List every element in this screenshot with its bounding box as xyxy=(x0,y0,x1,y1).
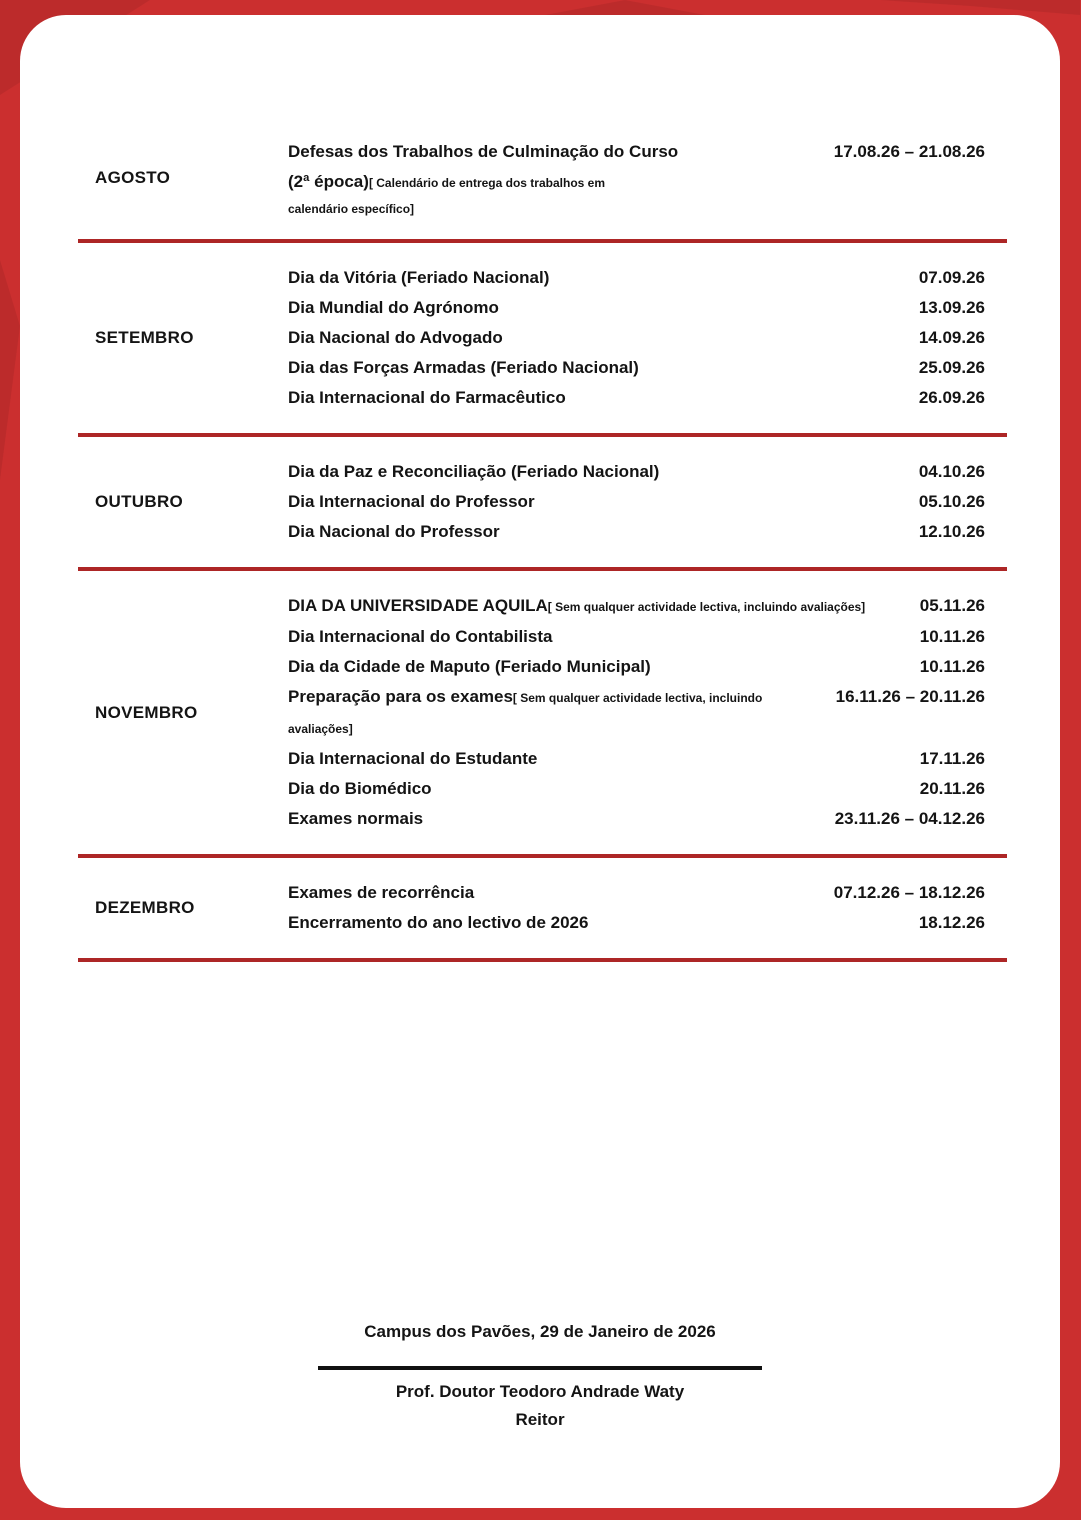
event-title: Defesas dos Trabalhos de Culminação do Curso xyxy=(288,142,679,161)
event-row xyxy=(288,457,985,487)
event-date: 14.09.26 xyxy=(918,328,985,347)
event-row xyxy=(288,198,985,219)
event-title: Encerramento do ano lectivo de 2026 xyxy=(288,913,589,932)
document-page xyxy=(20,15,1060,1508)
event-text xyxy=(288,383,905,413)
event-text xyxy=(288,487,905,517)
event-title: Dia da Paz e Reconciliação (Feriado Nacional) xyxy=(288,462,660,481)
event-date: 18.12.26 xyxy=(918,913,985,932)
event-row xyxy=(288,353,985,383)
event-title: Dia das Forças Armadas (Feriado Nacional) xyxy=(288,358,639,377)
event-row xyxy=(288,383,985,413)
event-date: 12.10.26 xyxy=(918,522,985,541)
event-text xyxy=(288,878,820,908)
event-text xyxy=(288,517,905,547)
event-row xyxy=(288,744,985,774)
event-rows xyxy=(288,591,1007,834)
footer-signatory: Prof. Doutor Teodoro Andrade Waty xyxy=(395,1382,685,1401)
calendar-sections xyxy=(78,137,1007,962)
footer-role: Reitor xyxy=(515,1410,565,1429)
event-rows xyxy=(288,137,1007,219)
month-label: SETEMBRO xyxy=(95,328,194,347)
event-date: 04.10.26 xyxy=(918,462,985,481)
event-text xyxy=(288,263,905,293)
event-text xyxy=(288,652,906,682)
event-row xyxy=(288,652,985,682)
event-date: 20.11.26 xyxy=(919,779,985,798)
event-title: Exames normais xyxy=(288,809,424,828)
event-date: 07.12.26 – 18.12.26 xyxy=(833,883,985,902)
background-pattern-shape xyxy=(0,260,20,480)
event-text xyxy=(288,744,906,774)
event-row xyxy=(288,804,985,834)
background-pattern-shape xyxy=(880,0,1080,15)
event-date: 26.09.26 xyxy=(918,388,985,407)
event-note: [ Sem qualquer actividade lectiva, incluindo avaliações] xyxy=(547,600,866,614)
signature-line xyxy=(318,1366,762,1370)
event-date: 07.09.26 xyxy=(918,268,985,287)
month-label: AGOSTO xyxy=(95,168,171,187)
event-title: Dia Nacional do Advogado xyxy=(288,328,503,347)
calendar-table xyxy=(78,15,1007,962)
event-text xyxy=(288,804,821,834)
event-row xyxy=(288,137,985,167)
event-text xyxy=(288,323,905,353)
event-text xyxy=(288,457,905,487)
event-rows xyxy=(288,457,1007,547)
event-note: calendário específico] xyxy=(288,202,415,216)
calendar-section xyxy=(78,571,1007,854)
event-text xyxy=(288,293,905,323)
month-label: OUTUBRO xyxy=(95,492,184,511)
event-date: 16.11.26 – 20.11.26 xyxy=(835,687,985,706)
event-text xyxy=(288,591,906,622)
event-text xyxy=(288,908,905,938)
event-text xyxy=(288,622,906,652)
event-note: [ Calendário de entrega dos trabalhos em xyxy=(368,176,605,190)
event-text xyxy=(288,137,820,167)
event-text xyxy=(288,774,906,804)
event-row xyxy=(288,682,985,744)
background-pattern-shape xyxy=(545,0,705,15)
event-row xyxy=(288,323,985,353)
event-date: 17.11.26 xyxy=(919,749,985,768)
footer-place-date: Campus dos Pavões, 29 de Janeiro de 2026 xyxy=(364,1322,716,1341)
event-title: Dia Nacional do Professor xyxy=(288,522,500,541)
event-date: 25.09.26 xyxy=(918,358,985,377)
event-date: 10.11.26 xyxy=(919,657,985,676)
event-rows xyxy=(288,263,1007,413)
month-label: DEZEMBRO xyxy=(95,898,195,917)
calendar-section xyxy=(78,858,1007,958)
event-text xyxy=(288,198,985,219)
event-date: 23.11.26 – 04.12.26 xyxy=(834,809,985,828)
event-title: Dia Internacional do Contabilista xyxy=(288,627,553,646)
event-note: [ Sem qualquer actividade lectiva, incluindo avaliações] xyxy=(288,691,763,736)
event-date: 17.08.26 – 21.08.26 xyxy=(833,142,985,161)
event-title: (2ª época) xyxy=(288,172,369,191)
calendar-section xyxy=(78,243,1007,433)
event-row xyxy=(288,293,985,323)
event-title: Dia Mundial do Agrónomo xyxy=(288,298,499,317)
event-title: Dia da Cidade de Maputo (Feriado Municipal) xyxy=(288,657,651,676)
event-date: 05.11.26 xyxy=(919,596,985,615)
event-date: 13.09.26 xyxy=(918,298,985,317)
signature-footer xyxy=(20,1320,1060,1432)
event-date: 10.11.26 xyxy=(919,627,985,646)
event-row xyxy=(288,908,985,938)
event-row xyxy=(288,774,985,804)
event-title: Preparação para os exames xyxy=(288,687,513,706)
event-title: Dia Internacional do Estudante xyxy=(288,749,538,768)
event-row xyxy=(288,591,985,622)
event-title: DIA DA UNIVERSIDADE AQUILA xyxy=(288,596,548,615)
calendar-section xyxy=(78,437,1007,567)
event-text xyxy=(288,353,905,383)
event-rows xyxy=(288,878,1007,938)
event-row xyxy=(288,622,985,652)
calendar-section xyxy=(78,137,1007,239)
event-text xyxy=(288,682,822,744)
event-title: Dia Internacional do Professor xyxy=(288,492,535,511)
event-text xyxy=(288,167,985,198)
event-title: Dia Internacional do Farmacêutico xyxy=(288,388,566,407)
event-title: Exames de recorrência xyxy=(288,883,475,902)
section-separator xyxy=(78,958,1007,962)
event-row xyxy=(288,878,985,908)
event-row xyxy=(288,263,985,293)
event-row xyxy=(288,167,985,198)
event-title: Dia do Biomédico xyxy=(288,779,432,798)
event-date: 05.10.26 xyxy=(918,492,985,511)
month-label: NOVEMBRO xyxy=(95,702,198,722)
event-row xyxy=(288,487,985,517)
event-row xyxy=(288,517,985,547)
event-title: Dia da Vitória (Feriado Nacional) xyxy=(288,268,550,287)
